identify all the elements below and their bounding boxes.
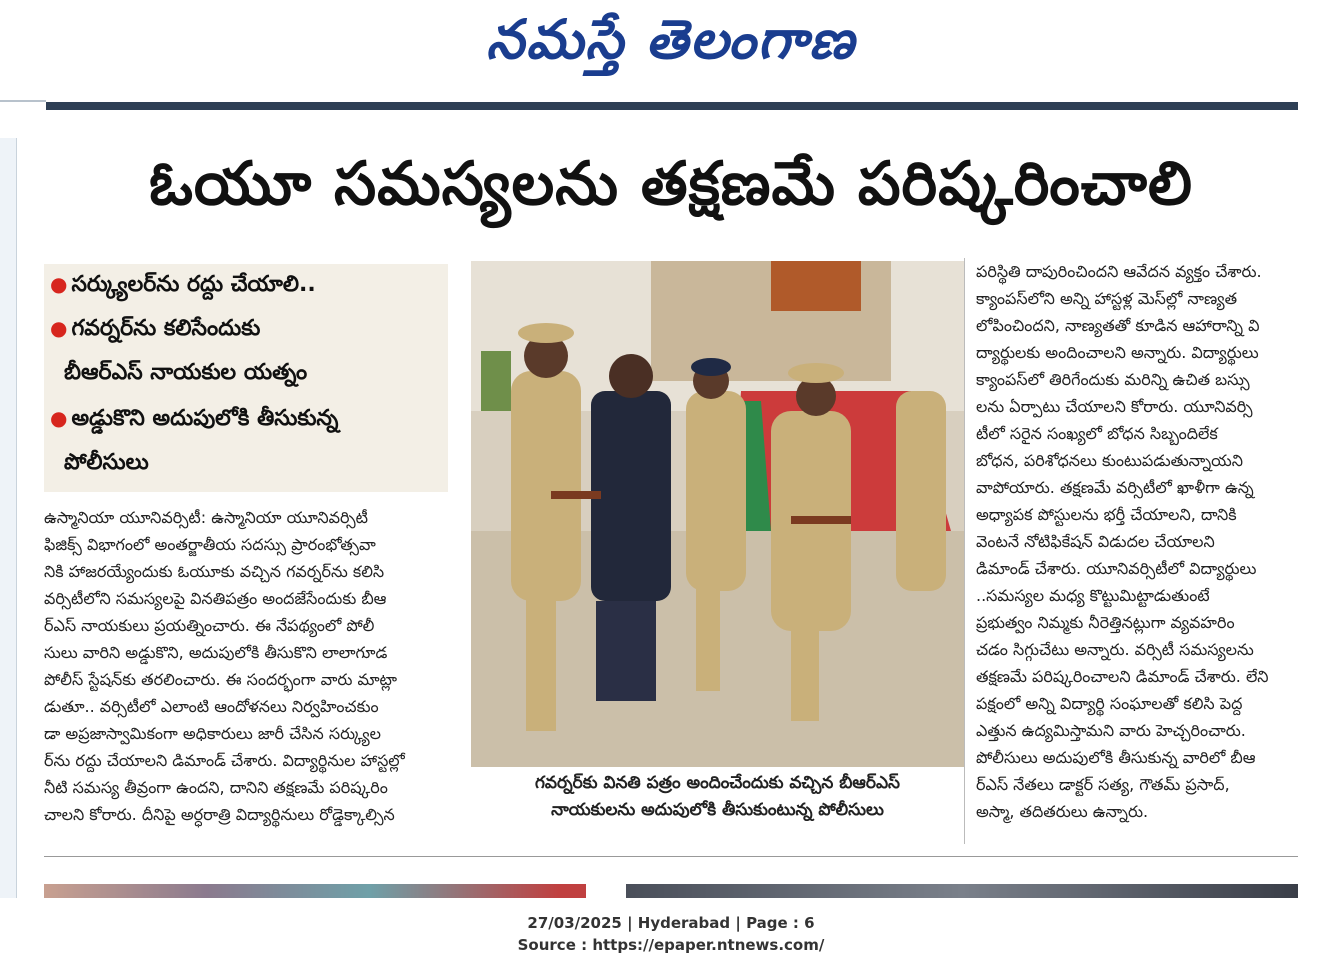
page-footer: [0, 912, 1342, 956]
next-article-photo: [626, 884, 1298, 898]
article-body-left: [44, 504, 448, 850]
kicker-text: సర్క్యులర్‌ను రద్దు చేయాలి..: [71, 272, 316, 297]
bullet-icon: ●: [50, 316, 68, 340]
kicker-box: [44, 264, 448, 492]
masthead-thin-rule: [0, 100, 46, 102]
body-line: అస్మా, తదితరులు ఉన్నారు.: [976, 802, 1149, 821]
article-body-right: [976, 258, 1298, 844]
body-line: క్యాంపస్‌లో తిరిగేందుకు మరిన్ని ఉచిత బస్సు: [976, 370, 1250, 389]
bullet-icon: ●: [50, 406, 68, 430]
body-line: ర్‌ఎస్ నేతలు డాక్టర్ సత్య, గౌతమ్ ప్రసాద్,: [976, 775, 1230, 794]
kicker-item: [50, 272, 316, 302]
body-line: వెంటనే నోటిఫికేషన్ విడుదల చేయాలని: [976, 532, 1215, 551]
bullet-icon: ●: [50, 272, 68, 296]
masthead-rule: [46, 102, 1298, 110]
body-line: సులు వారిని అడ్డుకొని, అదుపులోకి తీసుకొని లాలాగూడ: [44, 643, 388, 662]
caption-line: గవర్నర్‌కు వినతి పత్రం అందించేందుకు వచ్చిన బీఆర్‌ఎస్: [535, 773, 900, 793]
body-line: డా అప్రజాస్వామికంగా అధికారులు జారీ చేసిన సర్క్యుల: [44, 724, 382, 743]
news-photo: [471, 261, 964, 767]
page-margin-strip: [0, 138, 17, 898]
body-line: వర్సిటీలోని సమస్యలపై వినతిపత్రం అందజేసేందుకు బీఆ: [44, 589, 387, 608]
body-line: లను ఏర్పాటు చేయాలని కోరారు. యూనివర్సి: [976, 397, 1253, 416]
next-article-photo: [44, 884, 586, 898]
kicker-item: [50, 316, 260, 346]
body-line: ఉస్మానియా యూనివర్సిటీ: ఉస్మానియా యూనివర్సిటీ: [44, 508, 368, 527]
body-line: పరిస్థితి దాపురించిందని ఆవేదన వ్యక్తం చేశారు.: [976, 262, 1262, 281]
kicker-text: బీఆర్‌ఎస్ నాయకుల యత్నం: [64, 360, 308, 385]
kicker-text: పోలీసులు: [64, 450, 149, 475]
body-line: ద్యార్థులకు అందించాలని అన్నారు. విద్యార్థులు: [976, 343, 1259, 362]
body-line: లోపించిందని, నాణ్యతతో కూడిన ఆహారాన్ని వి: [976, 316, 1260, 335]
kicker-item: [64, 360, 307, 390]
body-line: ప్రభుత్వం నిమ్మకు నీరెత్తినట్లుగా వ్యవహరిం: [976, 613, 1235, 632]
body-line: పోలీస్ స్టేషన్‌కు తరలించారు. ఈ సందర్భంగా వారు మాట్లా: [44, 670, 398, 689]
body-line: అధ్యాపక పోస్టులను భర్తీ చేయాలని, దానికి: [976, 505, 1237, 524]
photo-caption: [471, 770, 964, 824]
kicker-item: [50, 406, 338, 436]
body-line: పక్షంలో అన్ని విద్యార్థి సంఘాలతో కలిసి పెద్ద: [976, 694, 1243, 713]
body-line: వాపోయారు. తక్షణమే వర్సిటీలో ఖాళీగా ఉన్న: [976, 478, 1254, 497]
body-line: బోధన, పరిశోధనలు కుంటుపడుతున్నాయని: [976, 451, 1243, 470]
body-line: టీలో సరైన సంఖ్యలో బోధన సిబ్బందిలేక: [976, 424, 1218, 443]
body-line: చడం సిగ్గుచేటు అన్నారు. వర్సిటీ సమస్యలను: [976, 640, 1254, 659]
body-line: డుతూ.. వర్సిటీలో ఎలాంటి ఆందోళనలు నిర్వహించకుం: [44, 697, 379, 716]
body-line: క్యాంపస్‌లోని అన్ని హాస్టళ్ల మెస్‌ల్లో నాణ్యత: [976, 289, 1238, 308]
body-line: నీటి సమస్య తీవ్రంగా ఉందని, దానిని తక్షణమే పరిష్కరిం: [44, 778, 388, 797]
kicker-text: అడ్డుకొని అదుపులోకి తీసుకున్న: [71, 406, 339, 431]
footer-source-line: Source : https://epaper.ntnews.com/: [517, 936, 825, 954]
body-line: ర్‌ఎస్ నాయకులు ప్రయత్నించారు. ఈ నేపథ్యంలో పోలీ: [44, 616, 375, 635]
photo-illustration: [471, 261, 964, 767]
column-divider: [964, 258, 965, 844]
body-line: ఫిజిక్స్ విభాగంలో అంతర్జాతీయ సదస్సు ప్రారంభోత్సవా: [44, 535, 376, 554]
footer-date-line: 27/03/2025 | Hyderabad | Page : 6: [527, 914, 815, 932]
body-line: డిమాండ్ చేశారు. యూనివర్సిటీలో విద్యార్థులు: [976, 559, 1257, 578]
body-line: నికి హాజరయ్యేందుకు ఓయూకు వచ్చిన గవర్నర్‌ను కలిసి: [44, 562, 385, 581]
caption-line: నాయకులను అదుపులోకి తీసుకుంటున్న పోలీసులు: [551, 800, 884, 820]
newspaper-logo: నమస్తే తెలంగాణ: [486, 8, 856, 71]
body-line: తక్షణమే పరిష్కరించాలని డిమాండ్ చేశారు. లేని: [976, 667, 1269, 686]
body-line: ఎత్తున ఉద్యమిస్తామని వారు హెచ్చరించారు.: [976, 721, 1246, 740]
article-headline: ఓయూ సమస్యలను తక్షణమే పరిష్కరించాలి: [149, 149, 1193, 219]
body-line: పోలీసులు అదుపులోకి తీసుకున్న వారిలో బీఆ: [976, 748, 1256, 767]
section-rule: [44, 856, 1298, 857]
body-line: ..సమస్యల మధ్య కొట్టుమిట్టాడుతుంటే: [976, 586, 1210, 605]
masthead: [0, 0, 1342, 110]
kicker-item: [64, 450, 149, 480]
body-line: ర్‌ను రద్దు చేయాలని డిమాండ్ చేశారు. విద్యార్థినుల హాస్టల్లో: [44, 751, 405, 770]
body-line: చాలని కోరారు. దీనిపై అర్ధరాత్రి విద్యార్థినులు రోడ్డెక్కాల్సిన: [44, 805, 395, 824]
kicker-text: గవర్నర్‌ను కలిసేందుకు: [71, 316, 261, 341]
